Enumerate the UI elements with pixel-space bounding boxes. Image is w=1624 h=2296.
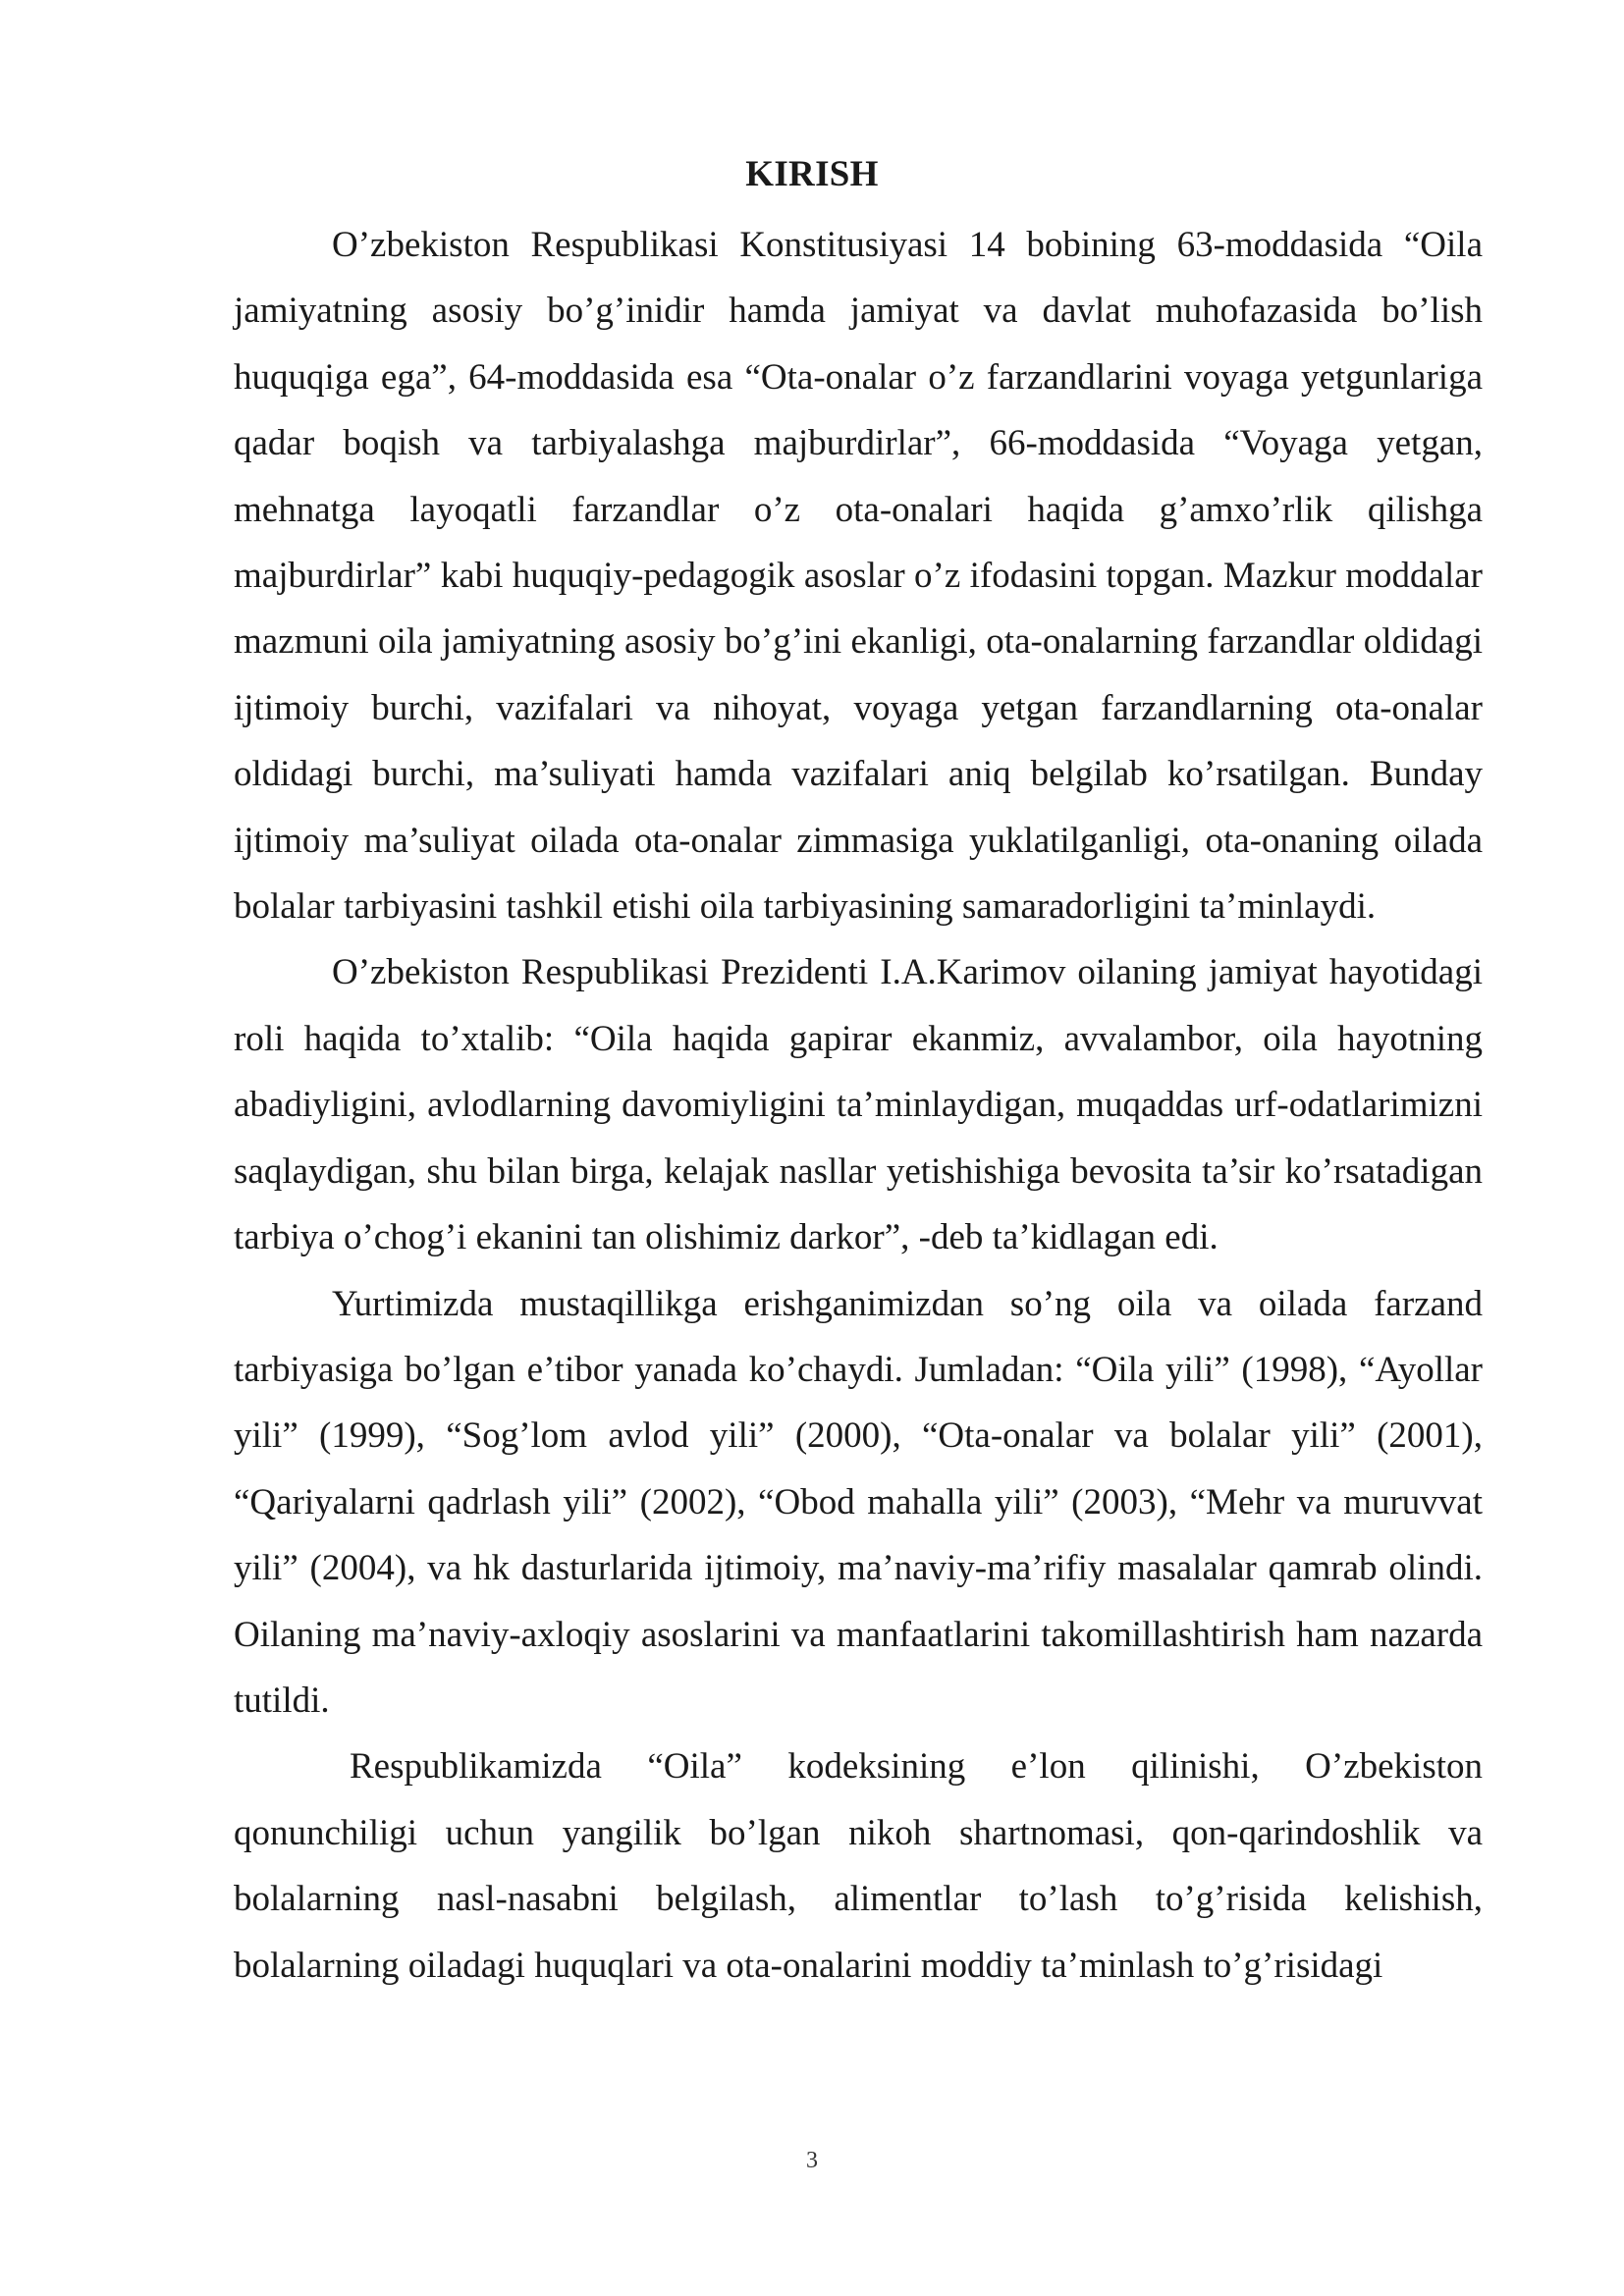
paragraph-family-code: Respublikamizda “Oila” kodeksining e’lon qilinishi, O’zbekiston qonunchiligi uchun yangilik bo’lgan nikoh shartnomasi, qon-qarindoshlik va bolalarning nasl-nasabni belgilash, alimentlar to’lash to’g’risida kelishish, bolalarning oiladagi huquqlari va ota-onalarini moddiy ta’minlash to’g’risidagi bbox=[234, 1746, 1483, 1986]
paragraph-president-quote: O’zbekiston Respublikasi Prezidenti I.A.Karimov oilaning jamiyat hayotidagi roli haqida to’xtalib: “Oila haqida gapirar ekanmiz, avvalambor, oila hayotning abadiyligini, avlodlarning davomiyligini ta’minlaydigan, muqaddas urf-odatlarimizni saqlaydigan, shu bilan birga, kelajak nasllar yetishishiga bevosita ta’sir ko’rsatadigan tarbiya o’chog’i ekanini tan olishimiz darkor”, -deb ta’kidlagan edi. bbox=[234, 952, 1483, 1258]
paragraph-constitution: O’zbekiston Respublikasi Konstitusiyasi 14 bobining 63-moddasida “Oila jamiyatning asosiy bo’g’inidir hamda jamiyat va davlat muhofazasida bo’lish huquqiga ega”, 64-moddasida esa “Ota-onalar o’z farzandlarini voyaga yetgunlariga qadar boqish va tarbiyalashga majburdirlar”, 66-moddasida “Voyaga yetgan, mehnatga layoqatli farzandlar o’z ota-onalari haqida g’amxo’rlik qilishga majburdirlar” kabi huquqiy-pedagogik asoslar o’z ifodasini topgan. Mazkur moddalar mazmuni oila jamiyatning asosiy bo’g’ini ekanligi, ota-onalarning farzandlar oldidagi ijtimoiy burchi, vazifalari va nihoyat, voyaga yetgan farzandlarning ota-onalar oldidagi burchi, ma’suliyati hamda vazifalari aniq belgilab ko’rsatilgan. Bunday ijtimoiy ma’suliyat oilada ota-onalar zimmasiga yuklatilganligi, ota-onaning oilada bolalar tarbiyasini tashkil etishi oila tarbiyasining samaradorligini ta’minlaydi. bbox=[234, 225, 1483, 928]
page-number: 3 bbox=[806, 2148, 818, 2173]
paragraph-independence: Yurtimizda mustaqillikga erishganimizdan so’ng oila va oilada farzand tarbiyasiga bo’lgan e’tibor yanada ko’chaydi. Jumladan: “Oila yili” (1998), “Ayollar yili” (1999), “Sog’lom avlod yili” (2000), “Ota-onalar va bolalar yili” (2001), “Qariyalarni qadrlash yili” (2002), “Obod mahalla yili” (2003), “Mehr va muruvvat yili” (2004), va hk dasturlarida ijtimoiy, ma’naviy-ma’rifiy masalalar qamrab olindi. Oilaning ma’naviy-axloqiy asoslarini va manfaatlarini takomillashtirish ham nazarda tutildi. bbox=[234, 1283, 1483, 1721]
body-text bbox=[234, 212, 1483, 1999]
section-title: KIRISH bbox=[745, 154, 879, 194]
